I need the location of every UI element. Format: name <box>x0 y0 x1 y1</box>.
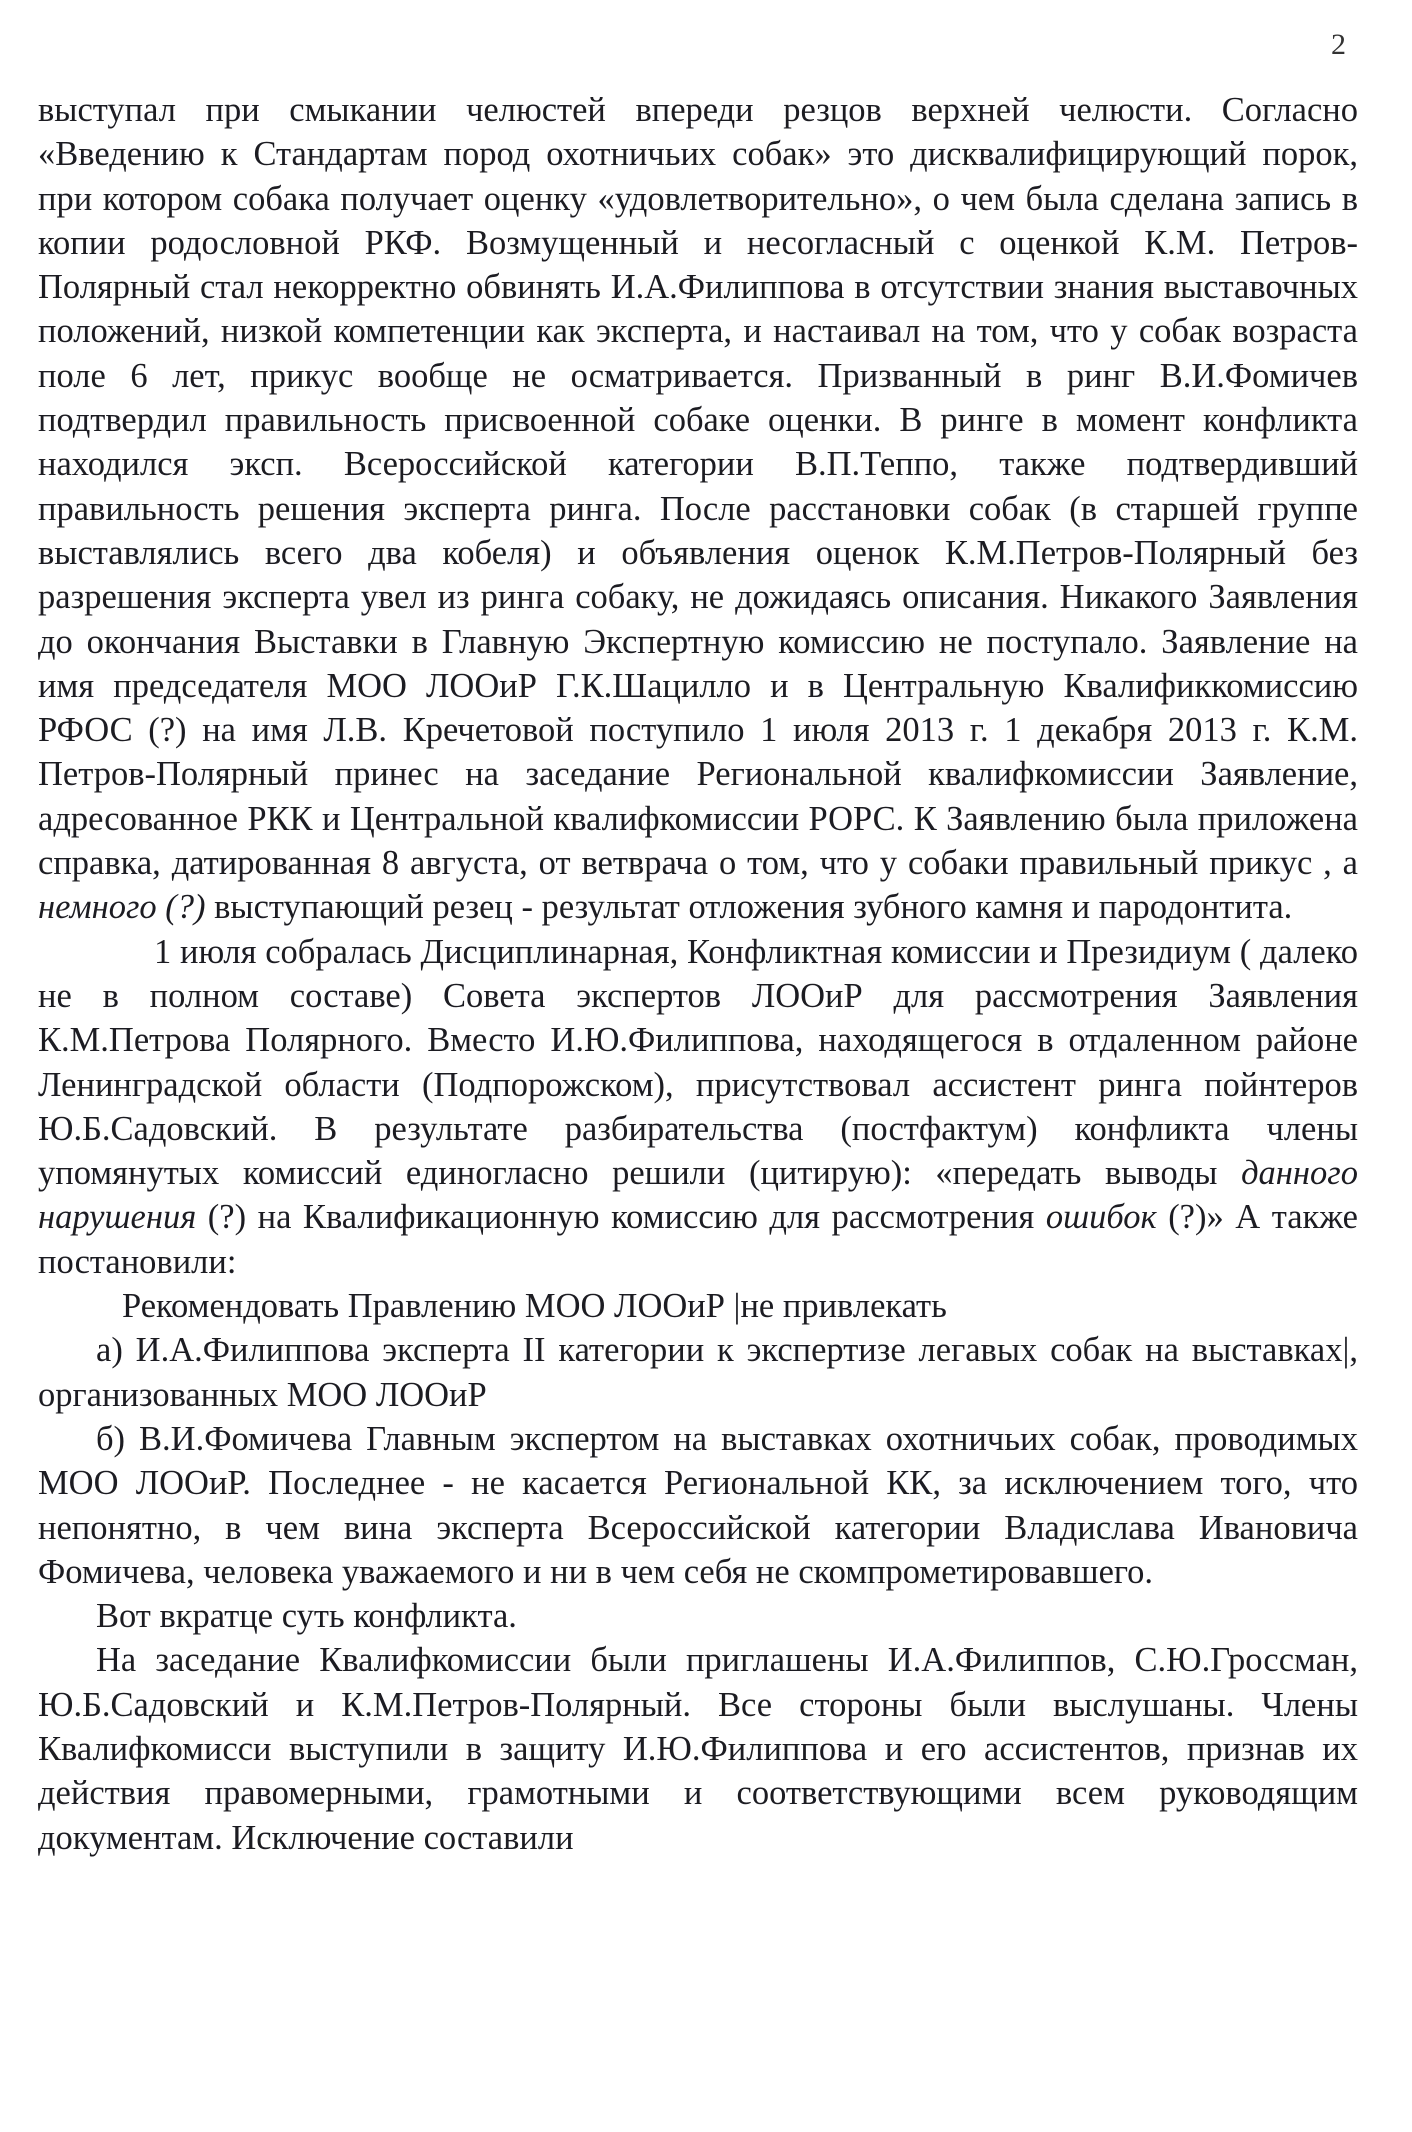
paragraph <box>38 1638 1358 1859</box>
list-item <box>38 1417 1358 1594</box>
paragraph <box>38 1284 1358 1328</box>
paragraph <box>38 930 1358 1284</box>
document-body <box>38 88 1358 1860</box>
paragraph-text: Рекомендовать Правлению МОО ЛООиР |не привлекать <box>122 1287 947 1326</box>
paragraph-text: б) В.И.Фомичева Главным экспертом на выставках охотничьих собак, проводимых МОО ЛООиР. Последнее - не касается Региональной КК, за исключением того, что непонятно, в чем вина эксперта Всероссийской категории Владислава Ивановича Фомичева, человека уважаемого и ни в чем себя не скомпрометировавшего. <box>38 1419 1358 1591</box>
italic-text: ошибок <box>1045 1198 1157 1237</box>
paragraph <box>38 88 1358 930</box>
paragraph-text: Вот вкратце суть конфликта. <box>96 1597 517 1636</box>
paragraph-text: выступал при смыкании челюстей впереди резцов верхней челюсти. Согласно «Введению к Стандартам пород охотничьих собак» это дисквалифицирующий порок, при котором собака получает оценку «удовлетворительно», о чем была сделана запись в копии родословной РКФ. Возмущенный и несогласный с оценкой К.М. Петров-Полярный стал некорректно обвинять И.А.Филиппова в отсутствии знания выставочных положений, низкой компетенции как эксперта, и настаивал на том, что у собак возраста поле 6 лет, прикус вообще не осматривается. Призванный в ринг В.И.Фомичев подтвердил правильность присвоенной собаке оценки. В ринге в момент конфликта находился эксп. Всероссийской категории В.П.Теппо, также подтвердивший правильность решения эксперта ринга. После расстановки собак (в старшей группе выставлялись всего два кобеля) и объявления оценок К.М.Петров-Полярный без разрешения эксперта увел из ринга собаку, не дожидаясь описания. Никакого Заявления до окончания Выставки в Главную Экспертную комиссию не поступало. Заявление на имя председателя МОО ЛООиР Г.К.Шацилло и в Центральную Квалификкомиссию РФОС (?) на имя Л.В. Кречетовой поступило 1 июля 2013 г. 1 декабря 2013 г. К.М. Петров-Полярный принес на заседание Региональной квалифкомиссии Заявление, адресованное РКК и Центральной квалифкомиссии РОРС. К Заявлению была приложена справка, датированная 8 августа, от ветврача о том, что у собаки правильный прикус , а <box>38 91 1358 883</box>
paragraph-text: (?)» А также постановили: <box>38 1198 1358 1281</box>
paragraph-text: На заседание Квалифкомиссии были приглашены И.А.Филиппов, С.Ю.Гроссман, Ю.Б.Садовский и К.М.Петров-Полярный. Все стороны были выслушаны. Члены Квалифкомисси выступили в защиту И.Ю.Филиппова и его ассистентов, признав их действия правомерными, грамотными и соответствующими всем руководящим документам. Исключение составили <box>38 1641 1358 1857</box>
paragraph-text: 1 июля собралась Дисциплинарная, Конфликтная комиссии и Президиум ( далеко не в полном составе) Совета экспертов ЛООиР для рассмотрения Заявления К.М.Петрова Полярного. Вместо И.Ю.Филиппова, находящегося в отдаленном районе Ленинградской области (Подпорожском), присутствовал ассистент ринга пойнтеров Ю.Б.Садовский. В результате разбирательства (постфактум) конфликта члены упомянутых комиссий единогласно решили (цитирую): «передать выводы <box>38 932 1358 1193</box>
list-item <box>38 1328 1358 1417</box>
page-number: 2 <box>1331 28 1346 61</box>
italic-text: данного нарушения <box>38 1154 1359 1237</box>
italic-text: немного (?) <box>38 888 206 927</box>
paragraph-text: (?) на Квалификационную комиссию для рассмотрения <box>207 1198 1035 1237</box>
paragraph-text: выступающий резец - результат отложения зубного камня и пародонтита. <box>214 888 1293 927</box>
paragraph <box>38 1594 1358 1638</box>
paragraph-text: а) И.А.Филиппова эксперта II категории к экспертизе легавых собак на выставках|, организованных МОО ЛООиР <box>38 1331 1358 1414</box>
